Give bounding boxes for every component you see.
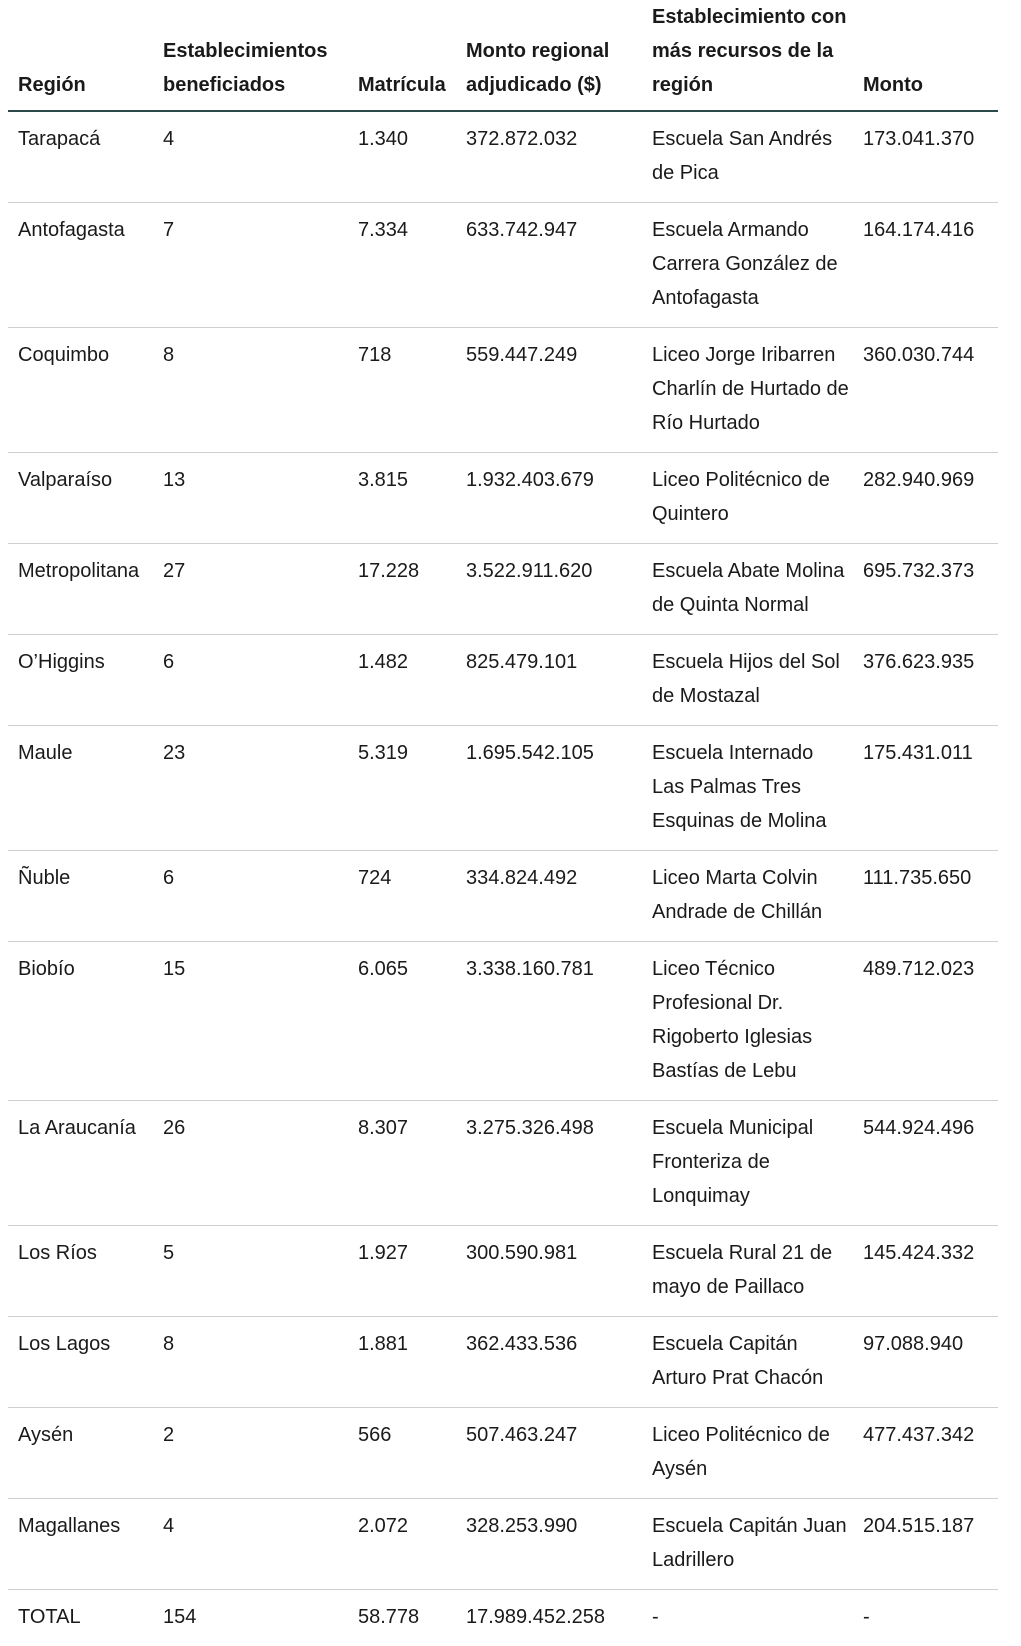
cell-region: Metropolitana: [8, 544, 153, 635]
cell-monto-regional: 3.275.326.498: [456, 1101, 642, 1226]
cell-matricula: 1.927: [348, 1226, 456, 1317]
table-row: [8, 635, 998, 726]
table-row: [8, 111, 998, 203]
cell-beneficiados: 4: [153, 111, 348, 203]
cell-establecimiento: Liceo Técnico Profesional Dr. Rigoberto Iglesias Bastías de Lebu: [642, 942, 853, 1101]
cell-monto-regional: 3.522.911.620: [456, 544, 642, 635]
cell-establecimiento: Escuela Internado Las Palmas Tres Esquinas de Molina: [642, 726, 853, 851]
cell-establecimiento: Escuela Armando Carrera González de Antofagasta: [642, 203, 853, 328]
cell-matricula: 3.815: [348, 453, 456, 544]
cell-monto: 489.712.023: [853, 942, 998, 1101]
total-monto: -: [853, 1590, 998, 1646]
cell-establecimiento: Liceo Politécnico de Aysén: [642, 1408, 853, 1499]
cell-establecimiento: Escuela Hijos del Sol de Mostazal: [642, 635, 853, 726]
total-row: [8, 1590, 998, 1646]
table-row: [8, 1101, 998, 1226]
cell-monto-regional: 1.695.542.105: [456, 726, 642, 851]
regional-funding-table-container: [8, 0, 998, 1646]
cell-region: Los Ríos: [8, 1226, 153, 1317]
cell-monto: 175.431.011: [853, 726, 998, 851]
header-beneficiados: Establecimientos beneficiados: [153, 0, 348, 111]
total-monto-regional: 17.989.452.258: [456, 1590, 642, 1646]
cell-monto: 145.424.332: [853, 1226, 998, 1317]
header-matricula: Matrícula: [348, 0, 456, 111]
cell-monto-regional: 633.742.947: [456, 203, 642, 328]
cell-matricula: 8.307: [348, 1101, 456, 1226]
cell-monto: 164.174.416: [853, 203, 998, 328]
table-header: [8, 0, 998, 111]
cell-monto: 695.732.373: [853, 544, 998, 635]
cell-monto: 282.940.969: [853, 453, 998, 544]
cell-establecimiento: Escuela San Andrés de Pica: [642, 111, 853, 203]
table-row: [8, 942, 998, 1101]
cell-matricula: 17.228: [348, 544, 456, 635]
cell-beneficiados: 6: [153, 635, 348, 726]
header-region: Región: [8, 0, 153, 111]
cell-monto: 376.623.935: [853, 635, 998, 726]
cell-region: Los Lagos: [8, 1317, 153, 1408]
cell-region: Tarapacá: [8, 111, 153, 203]
cell-matricula: 1.482: [348, 635, 456, 726]
table-row: [8, 1317, 998, 1408]
cell-establecimiento: Liceo Politécnico de Quintero: [642, 453, 853, 544]
cell-region: Aysén: [8, 1408, 153, 1499]
cell-beneficiados: 8: [153, 1317, 348, 1408]
cell-matricula: 1.340: [348, 111, 456, 203]
cell-region: Coquimbo: [8, 328, 153, 453]
cell-monto-regional: 372.872.032: [456, 111, 642, 203]
table-row: [8, 726, 998, 851]
cell-monto-regional: 1.932.403.679: [456, 453, 642, 544]
cell-beneficiados: 2: [153, 1408, 348, 1499]
header-monto-regional: Monto regional adjudicado ($): [456, 0, 642, 111]
cell-monto: 173.041.370: [853, 111, 998, 203]
header-row: [8, 0, 998, 111]
cell-monto-regional: 328.253.990: [456, 1499, 642, 1590]
cell-matricula: 718: [348, 328, 456, 453]
cell-monto: 360.030.744: [853, 328, 998, 453]
header-monto: Monto: [853, 0, 998, 111]
total-region: TOTAL: [8, 1590, 153, 1646]
total-beneficiados: 154: [153, 1590, 348, 1646]
cell-beneficiados: 27: [153, 544, 348, 635]
cell-beneficiados: 5: [153, 1226, 348, 1317]
cell-beneficiados: 15: [153, 942, 348, 1101]
cell-region: Ñuble: [8, 851, 153, 942]
cell-monto-regional: 559.447.249: [456, 328, 642, 453]
table-row: [8, 851, 998, 942]
header-establecimiento: Establecimiento con más recursos de la región: [642, 0, 853, 111]
cell-region: La Araucanía: [8, 1101, 153, 1226]
cell-region: Biobío: [8, 942, 153, 1101]
cell-establecimiento: Escuela Abate Molina de Quinta Normal: [642, 544, 853, 635]
cell-matricula: 566: [348, 1408, 456, 1499]
cell-monto: 97.088.940: [853, 1317, 998, 1408]
table-row: [8, 203, 998, 328]
table-row: [8, 1408, 998, 1499]
cell-beneficiados: 26: [153, 1101, 348, 1226]
cell-region: Valparaíso: [8, 453, 153, 544]
cell-monto-regional: 300.590.981: [456, 1226, 642, 1317]
table-row: [8, 453, 998, 544]
cell-matricula: 5.319: [348, 726, 456, 851]
regional-funding-table: [8, 0, 998, 1646]
cell-beneficiados: 13: [153, 453, 348, 544]
cell-matricula: 1.881: [348, 1317, 456, 1408]
cell-establecimiento: Escuela Municipal Fronteriza de Lonquimay: [642, 1101, 853, 1226]
cell-monto-regional: 507.463.247: [456, 1408, 642, 1499]
cell-monto: 477.437.342: [853, 1408, 998, 1499]
cell-beneficiados: 6: [153, 851, 348, 942]
cell-monto: 111.735.650: [853, 851, 998, 942]
table-body: [8, 111, 998, 1646]
cell-beneficiados: 8: [153, 328, 348, 453]
cell-establecimiento: Liceo Marta Colvin Andrade de Chillán: [642, 851, 853, 942]
cell-region: Magallanes: [8, 1499, 153, 1590]
cell-monto-regional: 3.338.160.781: [456, 942, 642, 1101]
cell-beneficiados: 7: [153, 203, 348, 328]
table-row: [8, 544, 998, 635]
cell-monto: 544.924.496: [853, 1101, 998, 1226]
cell-matricula: 7.334: [348, 203, 456, 328]
cell-monto-regional: 362.433.536: [456, 1317, 642, 1408]
cell-establecimiento: Escuela Capitán Juan Ladrillero: [642, 1499, 853, 1590]
total-establecimiento: -: [642, 1590, 853, 1646]
cell-monto-regional: 334.824.492: [456, 851, 642, 942]
cell-beneficiados: 23: [153, 726, 348, 851]
total-matricula: 58.778: [348, 1590, 456, 1646]
cell-region: O’Higgins: [8, 635, 153, 726]
cell-matricula: 724: [348, 851, 456, 942]
cell-matricula: 6.065: [348, 942, 456, 1101]
cell-matricula: 2.072: [348, 1499, 456, 1590]
cell-region: Maule: [8, 726, 153, 851]
table-row: [8, 328, 998, 453]
cell-establecimiento: Liceo Jorge Iribarren Charlín de Hurtado de Río Hurtado: [642, 328, 853, 453]
cell-region: Antofagasta: [8, 203, 153, 328]
cell-establecimiento: Escuela Capitán Arturo Prat Chacón: [642, 1317, 853, 1408]
cell-monto-regional: 825.479.101: [456, 635, 642, 726]
table-row: [8, 1499, 998, 1590]
cell-monto: 204.515.187: [853, 1499, 998, 1590]
cell-beneficiados: 4: [153, 1499, 348, 1590]
table-row: [8, 1226, 998, 1317]
cell-establecimiento: Escuela Rural 21 de mayo de Paillaco: [642, 1226, 853, 1317]
